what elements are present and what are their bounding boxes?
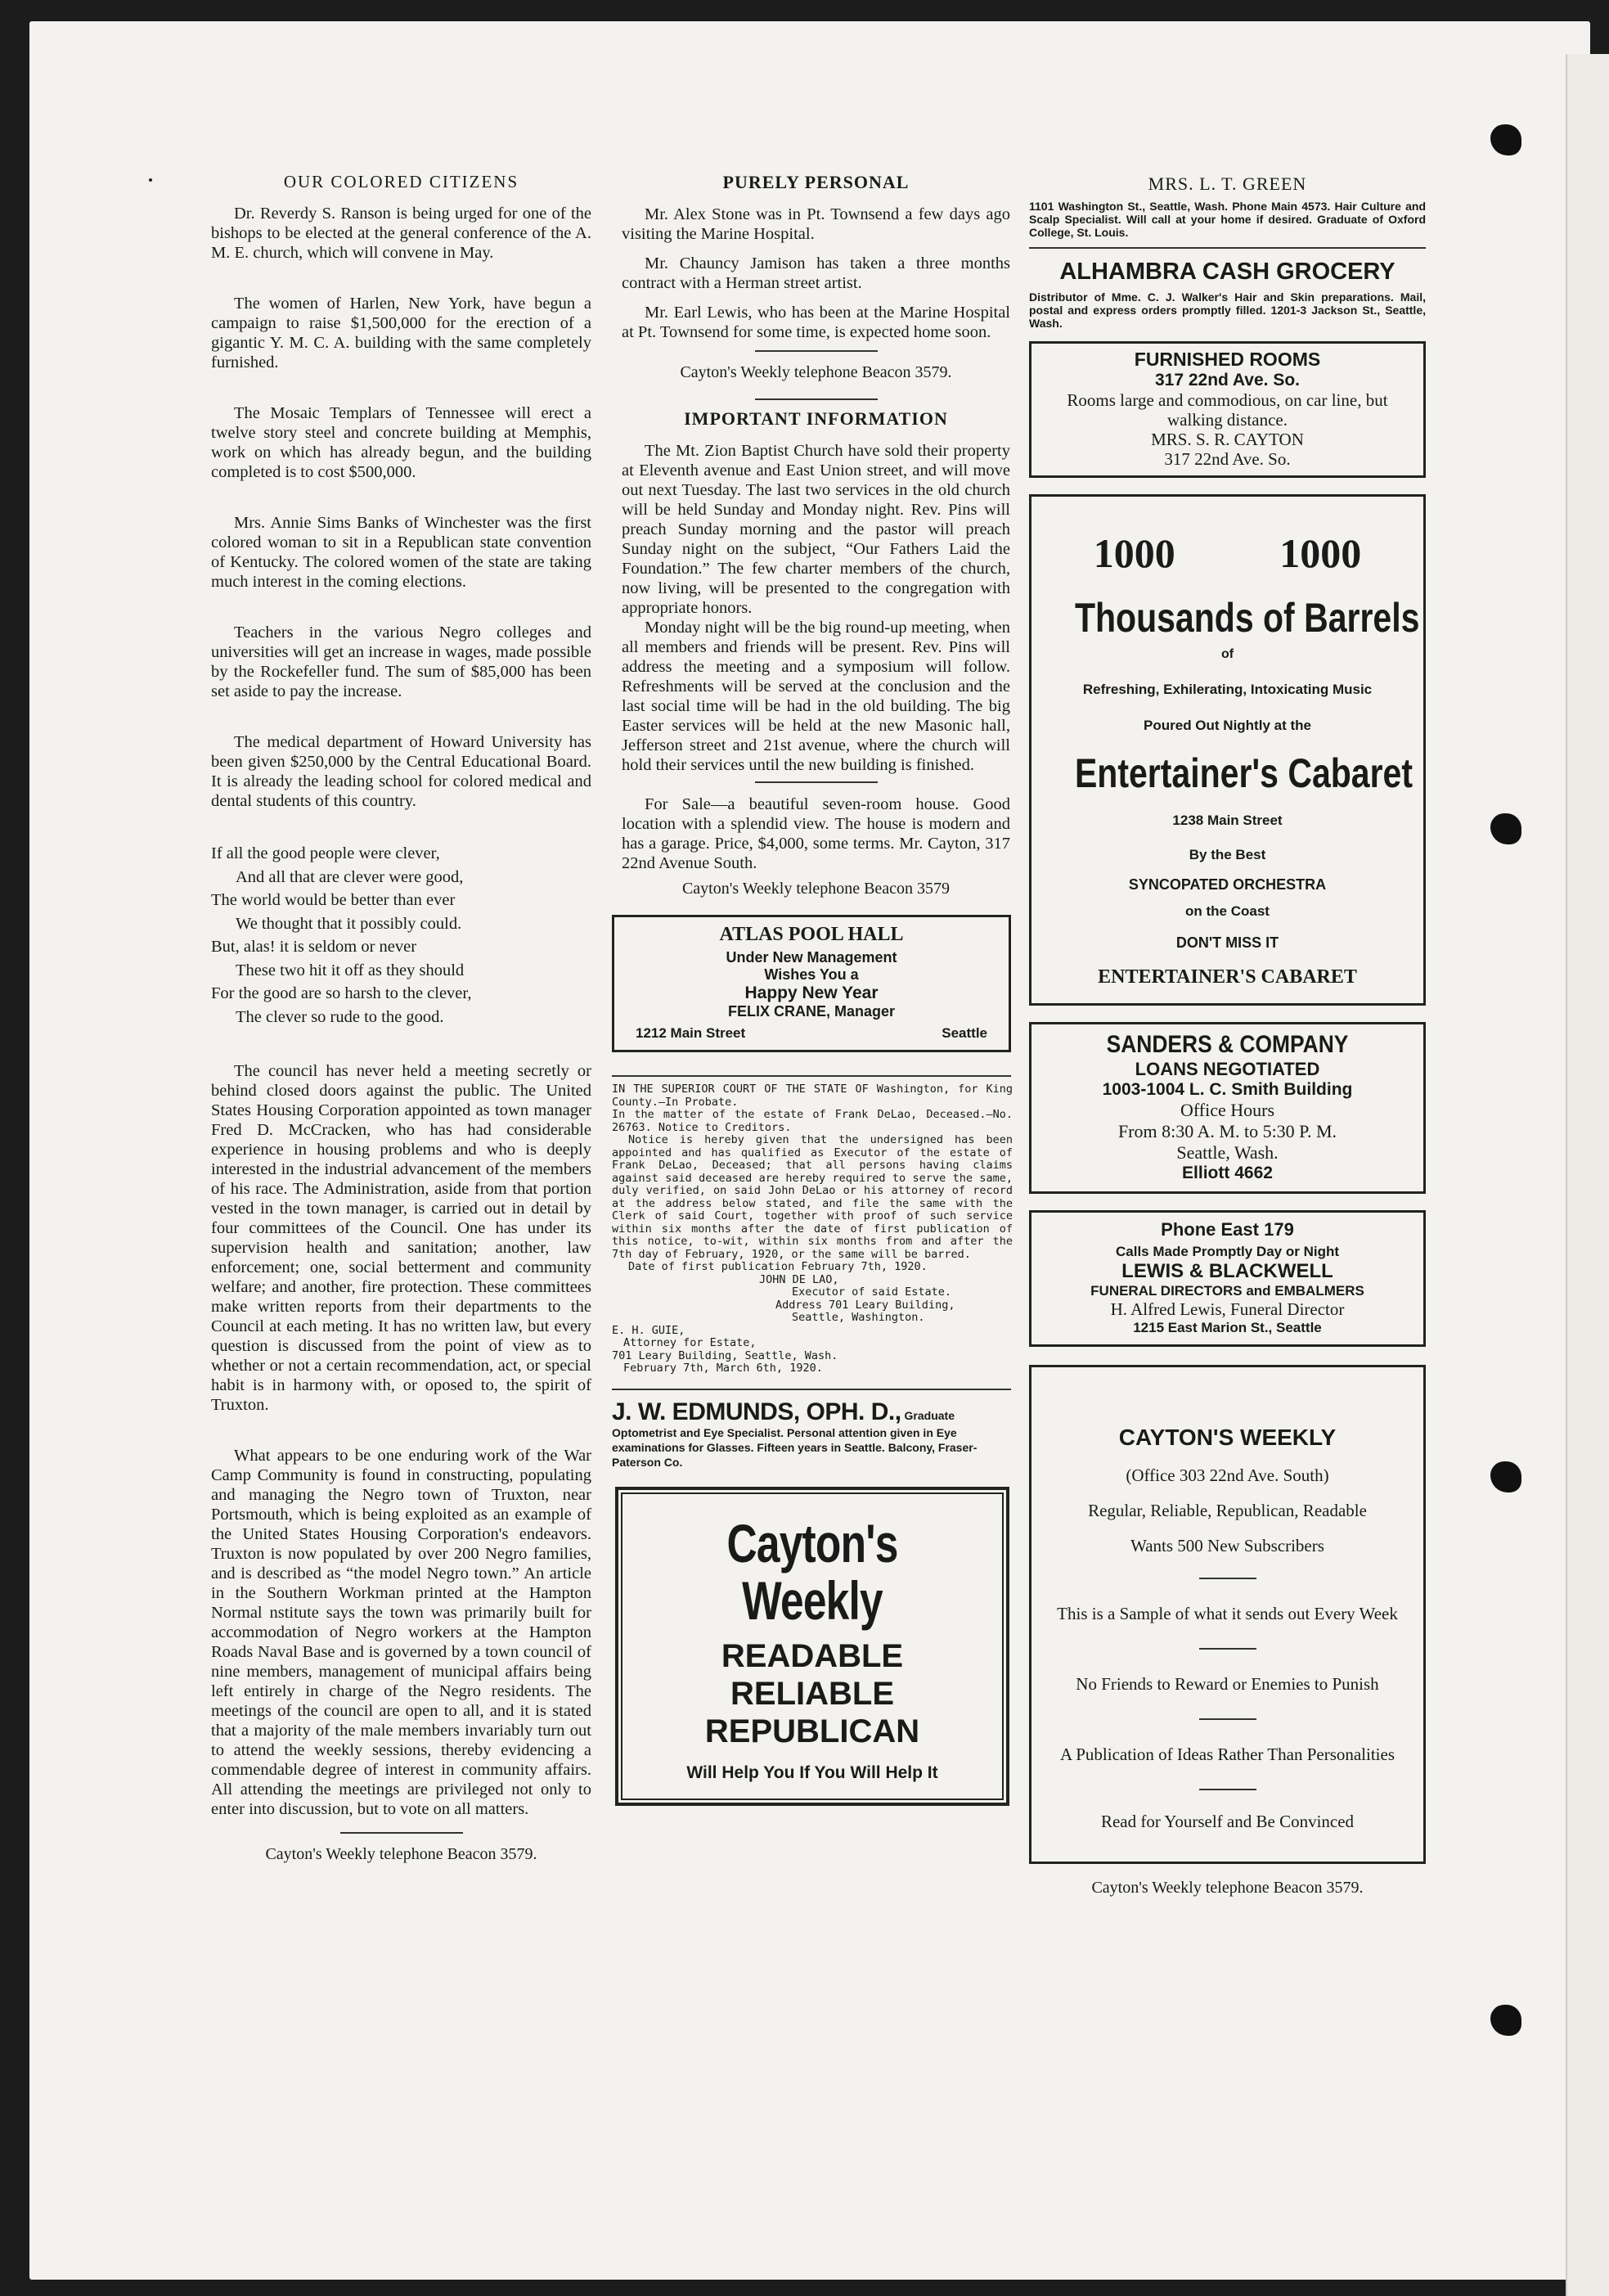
ad-line: Wishes You a bbox=[764, 966, 859, 983]
ad-line: ENTERTAINER'S CABARET bbox=[1098, 966, 1357, 988]
legal-line: 701 Leary Building, Seattle, Wash. bbox=[612, 1348, 838, 1362]
alhambra-ad-text: Distributor of Mme. C. J. Walker's Hair and Skin preparations. Mail, postal and express orders promptly filled. 1201-3 Jackson St., Seattle, Wash. bbox=[1029, 290, 1426, 330]
divider bbox=[755, 781, 878, 783]
legal-line: Address 701 Leary Building, bbox=[775, 1298, 955, 1312]
article-paragraph: Teachers in the various Negro colleges and universities will get an increase in wages, made possible by the Rockefeller fund. The sum of $85,000 has been set aside to pay the increase. bbox=[211, 624, 591, 700]
poem-line: For the good are so harsh to the clever, bbox=[211, 984, 472, 1002]
page-edge bbox=[1566, 54, 1609, 2296]
entertainers-cabaret-ad bbox=[1029, 494, 1426, 1006]
ad-line: Phone East 179 bbox=[1161, 1219, 1294, 1240]
article-paragraph: Monday night will be the big round-up meeting, when all members and friends will be present. Rev. Pins will address the meeting and a symposium will follow. Refreshments will be served at the conclusion and the last social time will be had in the old building. The big Easter services will be held at the new Masonic hall, Jefferson street and 21st avenue, where the church will hold their services until the new building is finished. bbox=[622, 619, 1010, 774]
ad-number: 1000 bbox=[1093, 530, 1175, 576]
ad-line: No Friends to Reward or Enemies to Punish bbox=[1076, 1674, 1379, 1694]
ad-line: (Office 303 22nd Ave. South) bbox=[1126, 1465, 1329, 1485]
article-paragraph: The Mt. Zion Baptist Church have sold their property at Eleventh avenue and East Union street, and will move out next Tuesday. The last two services in the old church will be held Sunday and Monday night. Rev. Pins will preach Sunday morning and the pastor will preach Sunday night on the subject, “Our Fathers Laid the Foundation.” The few charter members of the church, now living, will be presented to the congregation with appropriate honors. bbox=[622, 442, 1010, 617]
article-paragraph: Dr. Reverdy S. Ranson is being urged for one of the bishops to be elected at the general conference of the A. M. E. church, which will convene in May. bbox=[211, 205, 591, 262]
ink-blot bbox=[1490, 2005, 1521, 2036]
article-paragraph: The women of Harlen, New York, have begun a campaign to raise $1,500,000 for the erection of a gigantic Y. M. C. A. building with the same completely furnished. bbox=[211, 295, 591, 371]
poem bbox=[211, 842, 591, 1029]
personal-item: Mr. Chauncy Jamison has taken a three months contract with a Herman street artist. bbox=[622, 254, 1010, 292]
poem-line: If all the good people were clever, bbox=[211, 844, 440, 862]
ad-line: H. Alfred Lewis, Funeral Director bbox=[1110, 1299, 1345, 1319]
ad-line: REPUBLICAN bbox=[704, 1713, 920, 1749]
ad-number: 1000 bbox=[1279, 530, 1362, 576]
ad-line: From 8:30 A. M. to 5:30 P. M. bbox=[1117, 1121, 1337, 1141]
ad-line: Elliott 4662 bbox=[1182, 1164, 1273, 1182]
article-paragraph: Mrs. Annie Sims Banks of Winchester was the first colored woman to sit in a Republican state convention of Kentucky. The colored women of the state are taking much interest in the coming elections. bbox=[211, 514, 591, 591]
divider bbox=[1029, 247, 1426, 249]
article-paragraph: What appears to be one enduring work of the War Camp Community is found in constructing, populating and managing the Negro town of Truxton, near Portsmouth, which is being exploited as an example of the United States Housing Corporation's endeavors. Truxton is now populated by over 200 Negro families, and is described as “the model Negro town.” An article in the Southern Workman printed at the Hampton Normal nstitute says the town was primarily built for accommodation of Negro workers at the Hampton Roads Naval Base and is governed by a town council of nine members, management of municipal affairs being left entirely in charge of the Negro residents. The meetings of the council are open to all, and it is stated that a majority of the male members invariably turn out to attend the weekly sessions, thereby evidencing a commendable degree of interest in community affairs. All attending the meetings are privileged not only to enter into discussion, but to vote on all matters. bbox=[211, 1447, 591, 1818]
ad-address: 1212 Main Street bbox=[636, 1025, 746, 1041]
ad-line: Seattle, Wash. bbox=[1176, 1142, 1279, 1163]
ad-title: FURNISHED ROOMS bbox=[1134, 349, 1321, 370]
ink-blot bbox=[1490, 124, 1521, 155]
ad-line: READABLE bbox=[721, 1637, 904, 1674]
ad-line: A Publication of Ideas Rather Than Personalities bbox=[1059, 1745, 1396, 1764]
ad-line: Refreshing, Exhilerating, Intoxicating Music bbox=[1082, 682, 1373, 697]
ad-line: Read for Yourself and Be Convinced bbox=[1100, 1812, 1355, 1831]
divider bbox=[1199, 1648, 1256, 1650]
ad-title: ATLAS POOL HALL bbox=[719, 924, 904, 945]
poem-line: These two hit it off as they should bbox=[236, 961, 465, 979]
ad-line: Office Hours bbox=[1180, 1100, 1275, 1120]
legal-notice bbox=[612, 1083, 1013, 1375]
lewis-blackwell-ad bbox=[1029, 1210, 1426, 1347]
ad-title: Entertainer's Cabaret bbox=[1074, 750, 1413, 796]
ink-blot bbox=[1490, 1461, 1521, 1492]
ad-line: Wants 500 New Subscribers bbox=[1130, 1536, 1324, 1555]
atlas-pool-hall-ad bbox=[612, 915, 1011, 1052]
ink-blot bbox=[1490, 813, 1521, 844]
telephone-notice: Cayton's Weekly telephone Beacon 3579. bbox=[680, 363, 952, 381]
poem-line: We thought that it possibly could. bbox=[236, 914, 462, 933]
telephone-notice: Cayton's Weekly telephone Beacon 3579 bbox=[681, 880, 951, 898]
caytons-weekly-box bbox=[1029, 1365, 1426, 1864]
ad-line: This is a Sample of what it sends out Every Week bbox=[1057, 1604, 1398, 1623]
for-sale-notice: For Sale—a beautiful seven-room house. Good location with a splendid view. The house is modern and has a garage. Price, $4,000, some terms. Mr. Cayton, 317 22nd Avenue South. bbox=[622, 795, 1010, 872]
ad-line: 317 22nd Ave. So. bbox=[1164, 449, 1291, 469]
ad-title: Thousands of Barrels bbox=[1074, 595, 1420, 641]
alhambra-ad-title: ALHAMBRA CASH GROCERY bbox=[1059, 259, 1396, 285]
column-left bbox=[211, 164, 591, 1880]
green-ad-text: 1101 Washington St., Seattle, Wash. Phone Main 4573. Hair Culture and Scalp Specialist. Will call at your home if desired. Graduate of Oxford College, St. Louis. bbox=[1029, 200, 1426, 239]
divider bbox=[755, 350, 878, 352]
ad-title: J. W. EDMUNDS, OPH. D., bbox=[612, 1398, 901, 1425]
ad-line: DON'T MISS IT bbox=[1175, 934, 1279, 951]
ad-line: Poured Out Nightly at the bbox=[1144, 718, 1311, 733]
poem-line: And all that are clever were good, bbox=[236, 867, 464, 886]
ad-line: RELIABLE bbox=[730, 1675, 894, 1712]
furnished-rooms-ad bbox=[1029, 341, 1426, 478]
ad-city: Seattle bbox=[942, 1025, 987, 1041]
ad-title: Cayton's Weekly bbox=[726, 1512, 898, 1631]
article-paragraph: The Mosaic Templars of Tennessee will erect a twelve story steel and concrete building at Memphis, work on which has already begun, and the building completed is to cost $500,000. bbox=[211, 404, 591, 481]
divider bbox=[612, 1389, 1011, 1390]
divider bbox=[1199, 1718, 1256, 1720]
ad-line: By the Best bbox=[1189, 847, 1266, 862]
edmunds-ad bbox=[612, 1398, 1013, 1470]
ad-line: on the Coast bbox=[1185, 903, 1270, 919]
ad-title: CAYTON'S WEEKLY bbox=[1118, 1425, 1337, 1450]
ad-line: 1215 East Marion St., Seattle bbox=[1133, 1320, 1322, 1335]
heading-purely-personal: PURELY PERSONAL bbox=[722, 172, 910, 192]
poem-line: The world would be better than ever bbox=[211, 891, 456, 909]
ad-line: Regular, Reliable, Republican, Readable bbox=[1088, 1501, 1367, 1520]
divider bbox=[612, 1075, 1011, 1077]
ad-line: SYNCOPATED ORCHESTRA bbox=[1128, 876, 1327, 893]
caytons-weekly-ad bbox=[615, 1487, 1009, 1806]
legal-line: In the matter of the estate of Frank DeLao, Deceased.—No. 26763. Notice to Creditors. bbox=[612, 1108, 1013, 1134]
personal-item: Mr. Earl Lewis, who has been at the Marine Hospital at Pt. Townsend for some time, is expected home soon. bbox=[622, 304, 1010, 341]
ad-line: MRS. S. R. CAYTON bbox=[1151, 430, 1304, 449]
legal-body: Notice is hereby given that the undersigned has been appointed and has qualified as Executor of the estate of Frank DeLao, Deceased; that all persons having claims against said deceased are hereby required to serve the same, duly verified, on said John DeLao or his attorney of record at the address below stated, and file the same with the Clerk of said Court, together with proof of such service within six months after the date of first publication of this notice, to-wit, within six months from and after the 7th day of February, 1920, or the same will be barred. bbox=[612, 1133, 1013, 1261]
legal-line: IN THE SUPERIOR COURT OF THE STATE OF Washington, for King County.—In Probate. bbox=[612, 1083, 1013, 1109]
ad-line: FUNERAL DIRECTORS and EMBALMERS bbox=[1090, 1283, 1364, 1299]
divider bbox=[755, 398, 878, 400]
article-paragraph: The council has never held a meeting secretly or behind closed doors against the public. The United States Housing Corporation appointed as town manager Fred D. McCracken, who has had considerable experience in housing problems and who is deeply interested in the industrial advancement of the members of his race. The Administration, aside from that portion vested in the town manager, is carried out in detail by four committees of the Council. One has under its supervision health and sanitation; another, law enforcement; one, social betterment and community welfare; and another, fire protection. These committees make written reports from their departments to the Council at each meting. It has no written law, but every question is discussed from the point of view as to whether or not a certain recommendation, act, or special habit is in harmony with, or oposed to, the spirit of Truxton. bbox=[211, 1062, 591, 1414]
poem-line: But, alas! it is seldom or never bbox=[211, 938, 417, 956]
ad-line: 317 22nd Ave. So. bbox=[1154, 371, 1301, 389]
poem-line: The clever so rude to the good. bbox=[236, 1007, 444, 1026]
column-right bbox=[1029, 164, 1426, 1914]
personal-item: Mr. Alex Stone was in Pt. Townsend a few days ago visiting the Marine Hospital. bbox=[622, 205, 1010, 243]
ad-line: FELIX CRANE, Manager bbox=[727, 1003, 896, 1020]
divider bbox=[1199, 1789, 1256, 1790]
legal-line: JOHN DE LAO, bbox=[759, 1272, 839, 1286]
legal-line: Seattle, Washington. bbox=[792, 1311, 925, 1324]
green-ad-title: MRS. L. T. GREEN bbox=[1148, 173, 1307, 194]
ad-line: 1238 Main Street bbox=[1172, 813, 1283, 828]
ad-line: LOANS NEGOTIATED bbox=[1135, 1059, 1320, 1079]
telephone-notice: Cayton's Weekly telephone Beacon 3579. bbox=[265, 1845, 537, 1863]
legal-line: Attorney for Estate, bbox=[623, 1336, 757, 1349]
legal-line: February 7th, March 6th, 1920. bbox=[623, 1362, 823, 1375]
legal-line: E. H. GUIE, bbox=[612, 1323, 685, 1337]
sanders-company-ad bbox=[1029, 1022, 1426, 1194]
ad-line: of bbox=[1220, 647, 1234, 661]
legal-line: Date of first publication February 7th, 1920. bbox=[628, 1260, 928, 1273]
ad-title: LEWIS & BLACKWELL bbox=[1121, 1260, 1333, 1282]
print-mark bbox=[149, 178, 152, 182]
divider bbox=[340, 1832, 463, 1834]
ad-line: Will Help You If You Will Help It bbox=[686, 1763, 938, 1782]
ad-text: Rooms large and commodious, on car line, but walking distance. bbox=[1067, 390, 1388, 430]
ad-line: Happy New Year bbox=[744, 984, 879, 1002]
heading-our-colored-citizens: OUR COLORED CITIZENS bbox=[283, 172, 519, 191]
ad-text: Graduate Optometrist and Eye Specialist. Personal attention given in Eye examinations for Glasses. Fifteen years in Seattle. Balcony, Fraser-Paterson Co. bbox=[612, 1408, 978, 1469]
ad-line: Calls Made Promptly Day or Night bbox=[1116, 1244, 1339, 1259]
legal-line: Executor of said Estate. bbox=[792, 1285, 952, 1299]
divider bbox=[1199, 1578, 1256, 1579]
column-middle bbox=[612, 164, 1013, 1806]
ad-line: Under New Management bbox=[726, 949, 897, 966]
article-paragraph: The medical department of Howard University has been given $250,000 by the Central Educational Board. It is already the leading school for colored medical and dental students of this country. bbox=[211, 733, 591, 810]
heading-important-information: IMPORTANT INFORMATION bbox=[684, 408, 948, 429]
telephone-notice: Cayton's Weekly telephone Beacon 3579. bbox=[1091, 1879, 1364, 1897]
ad-title: SANDERS & COMPANY bbox=[1106, 1031, 1349, 1058]
ad-line: 1003-1004 L. C. Smith Building bbox=[1102, 1080, 1353, 1099]
